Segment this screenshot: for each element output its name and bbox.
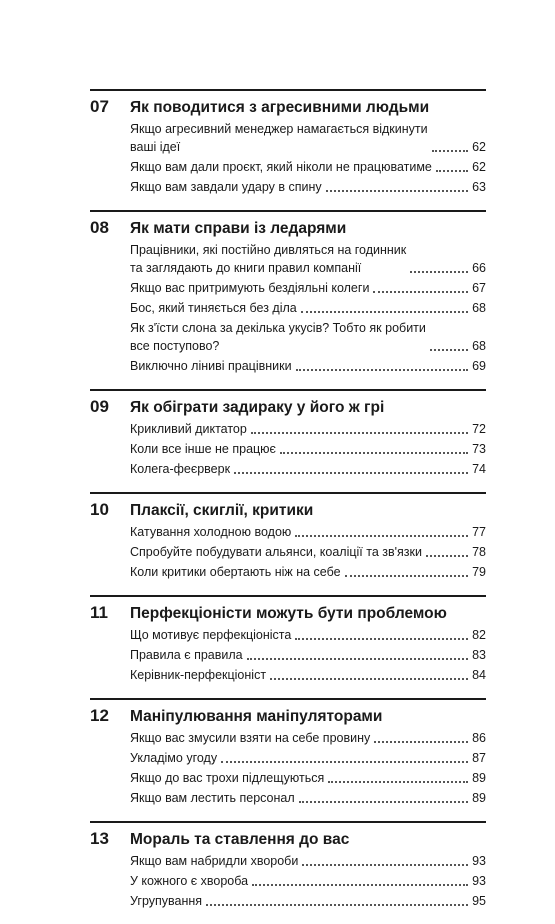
page-number: 86	[472, 731, 486, 745]
entry-title: Якщо до вас трохи підлещуються	[130, 771, 325, 785]
dot-leader	[328, 781, 468, 783]
page-number: 67	[472, 281, 486, 295]
entry-title: Працівники, які постійно дивляться на годинник та заглядають до книги правил компанії	[130, 243, 407, 275]
toc-entry[interactable]	[130, 460, 486, 478]
chapter-section	[90, 595, 486, 684]
entry-title: Як з'їсти слона за декілька укусів? Тобто як робити все поступово?	[130, 321, 426, 353]
entry-list	[130, 119, 486, 196]
chapter-heading	[90, 829, 486, 851]
dot-leader	[295, 535, 468, 537]
chapter-number: 12	[90, 706, 109, 725]
toc-entry[interactable]	[130, 729, 486, 747]
page-number: 62	[472, 140, 486, 154]
chapter-section	[90, 821, 486, 910]
page-number: 62	[472, 160, 486, 174]
chapter-section	[90, 389, 486, 478]
toc-entry[interactable]	[130, 646, 486, 664]
dot-leader	[430, 349, 468, 351]
toc-entry[interactable]	[130, 626, 486, 644]
entry-title: Угрупування	[130, 894, 203, 908]
toc-entry[interactable]	[130, 789, 486, 807]
chapter-section	[90, 89, 486, 196]
toc-entry[interactable]	[130, 420, 486, 438]
toc-entry[interactable]	[130, 769, 486, 787]
dot-leader	[295, 638, 468, 640]
page-number: 84	[472, 668, 486, 682]
entry-title: Бос, який тиняється без діла	[130, 301, 297, 315]
entry-title: Якщо вас змусили взяти на себе провину	[130, 731, 371, 745]
dot-leader	[221, 761, 468, 763]
entry-list	[130, 728, 486, 807]
entry-title: Крикливий диктатор	[130, 422, 247, 436]
dot-leader	[252, 884, 468, 886]
page-number: 83	[472, 648, 486, 662]
toc-entry[interactable]	[130, 120, 486, 156]
entry-title: Якщо агресивний менеджер намагається відкинути ваші ідеї	[130, 122, 428, 154]
dot-leader	[234, 472, 468, 474]
toc-entry[interactable]	[130, 563, 486, 581]
chapter-title: Як поводитися з агресивними людьми	[130, 99, 430, 116]
page-number: 79	[472, 565, 486, 579]
toc-entry[interactable]	[130, 749, 486, 767]
toc-entry[interactable]	[130, 872, 486, 890]
entry-title: Якщо вам завдали удару в спину	[130, 180, 322, 194]
page-number: 63	[472, 180, 486, 194]
chapter-number: 07	[90, 97, 109, 116]
page-number: 78	[472, 545, 486, 559]
chapter-title: Плаксії, скиглії, критики	[130, 502, 314, 519]
page-number: 95	[472, 894, 486, 908]
chapter-number: 11	[90, 603, 108, 622]
chapter-number: 09	[90, 397, 109, 416]
toc-entry[interactable]	[130, 523, 486, 541]
toc-entry[interactable]	[130, 158, 486, 176]
chapter-number: 10	[90, 500, 109, 519]
dot-leader	[374, 741, 468, 743]
toc-entry[interactable]	[130, 241, 486, 277]
chapter-number: 08	[90, 218, 109, 237]
dot-leader	[270, 678, 468, 680]
entry-title: Спробуйте побудувати альянси, коаліції та зв'язки	[130, 545, 422, 559]
entry-title: Якщо вас притримують бездіяльні колеги	[130, 281, 370, 295]
dot-leader	[206, 904, 468, 906]
entry-title: Колега-феєрверк	[130, 462, 231, 476]
entry-title: Якщо вам набридли хвороби	[130, 854, 299, 868]
chapter-title: Перфекціоністи можуть бути проблемою	[130, 605, 447, 622]
toc-entry[interactable]	[130, 440, 486, 458]
chapter-heading	[90, 97, 486, 119]
chapter-heading	[90, 603, 486, 625]
page-number: 82	[472, 628, 486, 642]
dot-leader	[426, 555, 468, 557]
chapter-section	[90, 698, 486, 807]
page-number: 93	[472, 854, 486, 868]
chapter-heading	[90, 218, 486, 240]
entry-title: Що мотивує перфекціоніста	[130, 628, 292, 642]
toc-entry[interactable]	[130, 299, 486, 317]
toc-entry[interactable]	[130, 892, 486, 910]
toc-entry[interactable]	[130, 852, 486, 870]
toc-entry[interactable]	[130, 178, 486, 196]
dot-leader	[432, 150, 468, 152]
page-number: 93	[472, 874, 486, 888]
toc-entry[interactable]	[130, 543, 486, 561]
chapter-section	[90, 210, 486, 375]
page-number: 72	[472, 422, 486, 436]
page-number: 89	[472, 791, 486, 805]
dot-leader	[296, 369, 468, 371]
entry-title: Керівник-перфекціоніст	[130, 668, 267, 682]
dot-leader	[436, 170, 468, 172]
chapter-title: Як обіграти задираку у його ж грі	[130, 399, 385, 416]
dot-leader	[345, 575, 469, 577]
toc-entry[interactable]	[130, 357, 486, 375]
entry-title: Якщо вам лестить персонал	[130, 791, 295, 805]
chapter-heading	[90, 500, 486, 522]
chapter-heading	[90, 397, 486, 419]
chapter-heading	[90, 706, 486, 728]
page-number: 73	[472, 442, 486, 456]
chapter-title: Маніпулювання маніпуляторами	[130, 708, 383, 725]
page-number: 69	[472, 359, 486, 373]
entry-list	[130, 240, 486, 375]
entry-title: Виключно ліниві працівники	[130, 359, 292, 373]
entry-list	[130, 625, 486, 684]
page-number: 66	[472, 261, 486, 275]
entry-title: Якщо вам дали проєкт, який ніколи не працюватиме	[130, 160, 432, 174]
dot-leader	[301, 311, 468, 313]
dot-leader	[410, 271, 468, 273]
dot-leader	[302, 864, 468, 866]
page-number: 68	[472, 301, 486, 315]
entry-title: Катування холодною водою	[130, 525, 292, 539]
entry-title: Коли критики обертають ніж на себе	[130, 565, 341, 579]
entry-title: Укладімо угоду	[130, 751, 218, 765]
dot-leader	[326, 190, 468, 192]
chapter-title: Як мати справи із ледарями	[130, 220, 347, 237]
table-of-contents	[90, 89, 486, 924]
entry-title: Правила є правила	[130, 648, 243, 662]
dot-leader	[247, 658, 468, 660]
page-number: 87	[472, 751, 486, 765]
chapter-number: 13	[90, 829, 109, 848]
toc-entry[interactable]	[130, 279, 486, 297]
entry-title: Коли все інше не працює	[130, 442, 276, 456]
chapter-title: Мораль та ставлення до вас	[130, 831, 350, 848]
toc-entry[interactable]	[130, 319, 486, 355]
entry-list	[130, 419, 486, 478]
entry-title: У кожного є хвороба	[130, 874, 249, 888]
page-number: 77	[472, 525, 486, 539]
entry-list	[130, 522, 486, 581]
page-number: 74	[472, 462, 486, 476]
page-number: 89	[472, 771, 486, 785]
dot-leader	[373, 291, 468, 293]
dot-leader	[280, 452, 468, 454]
dot-leader	[251, 432, 468, 434]
dot-leader	[299, 801, 468, 803]
chapter-section	[90, 492, 486, 581]
toc-entry[interactable]	[130, 666, 486, 684]
page-number: 68	[472, 339, 486, 353]
entry-list	[130, 851, 486, 910]
